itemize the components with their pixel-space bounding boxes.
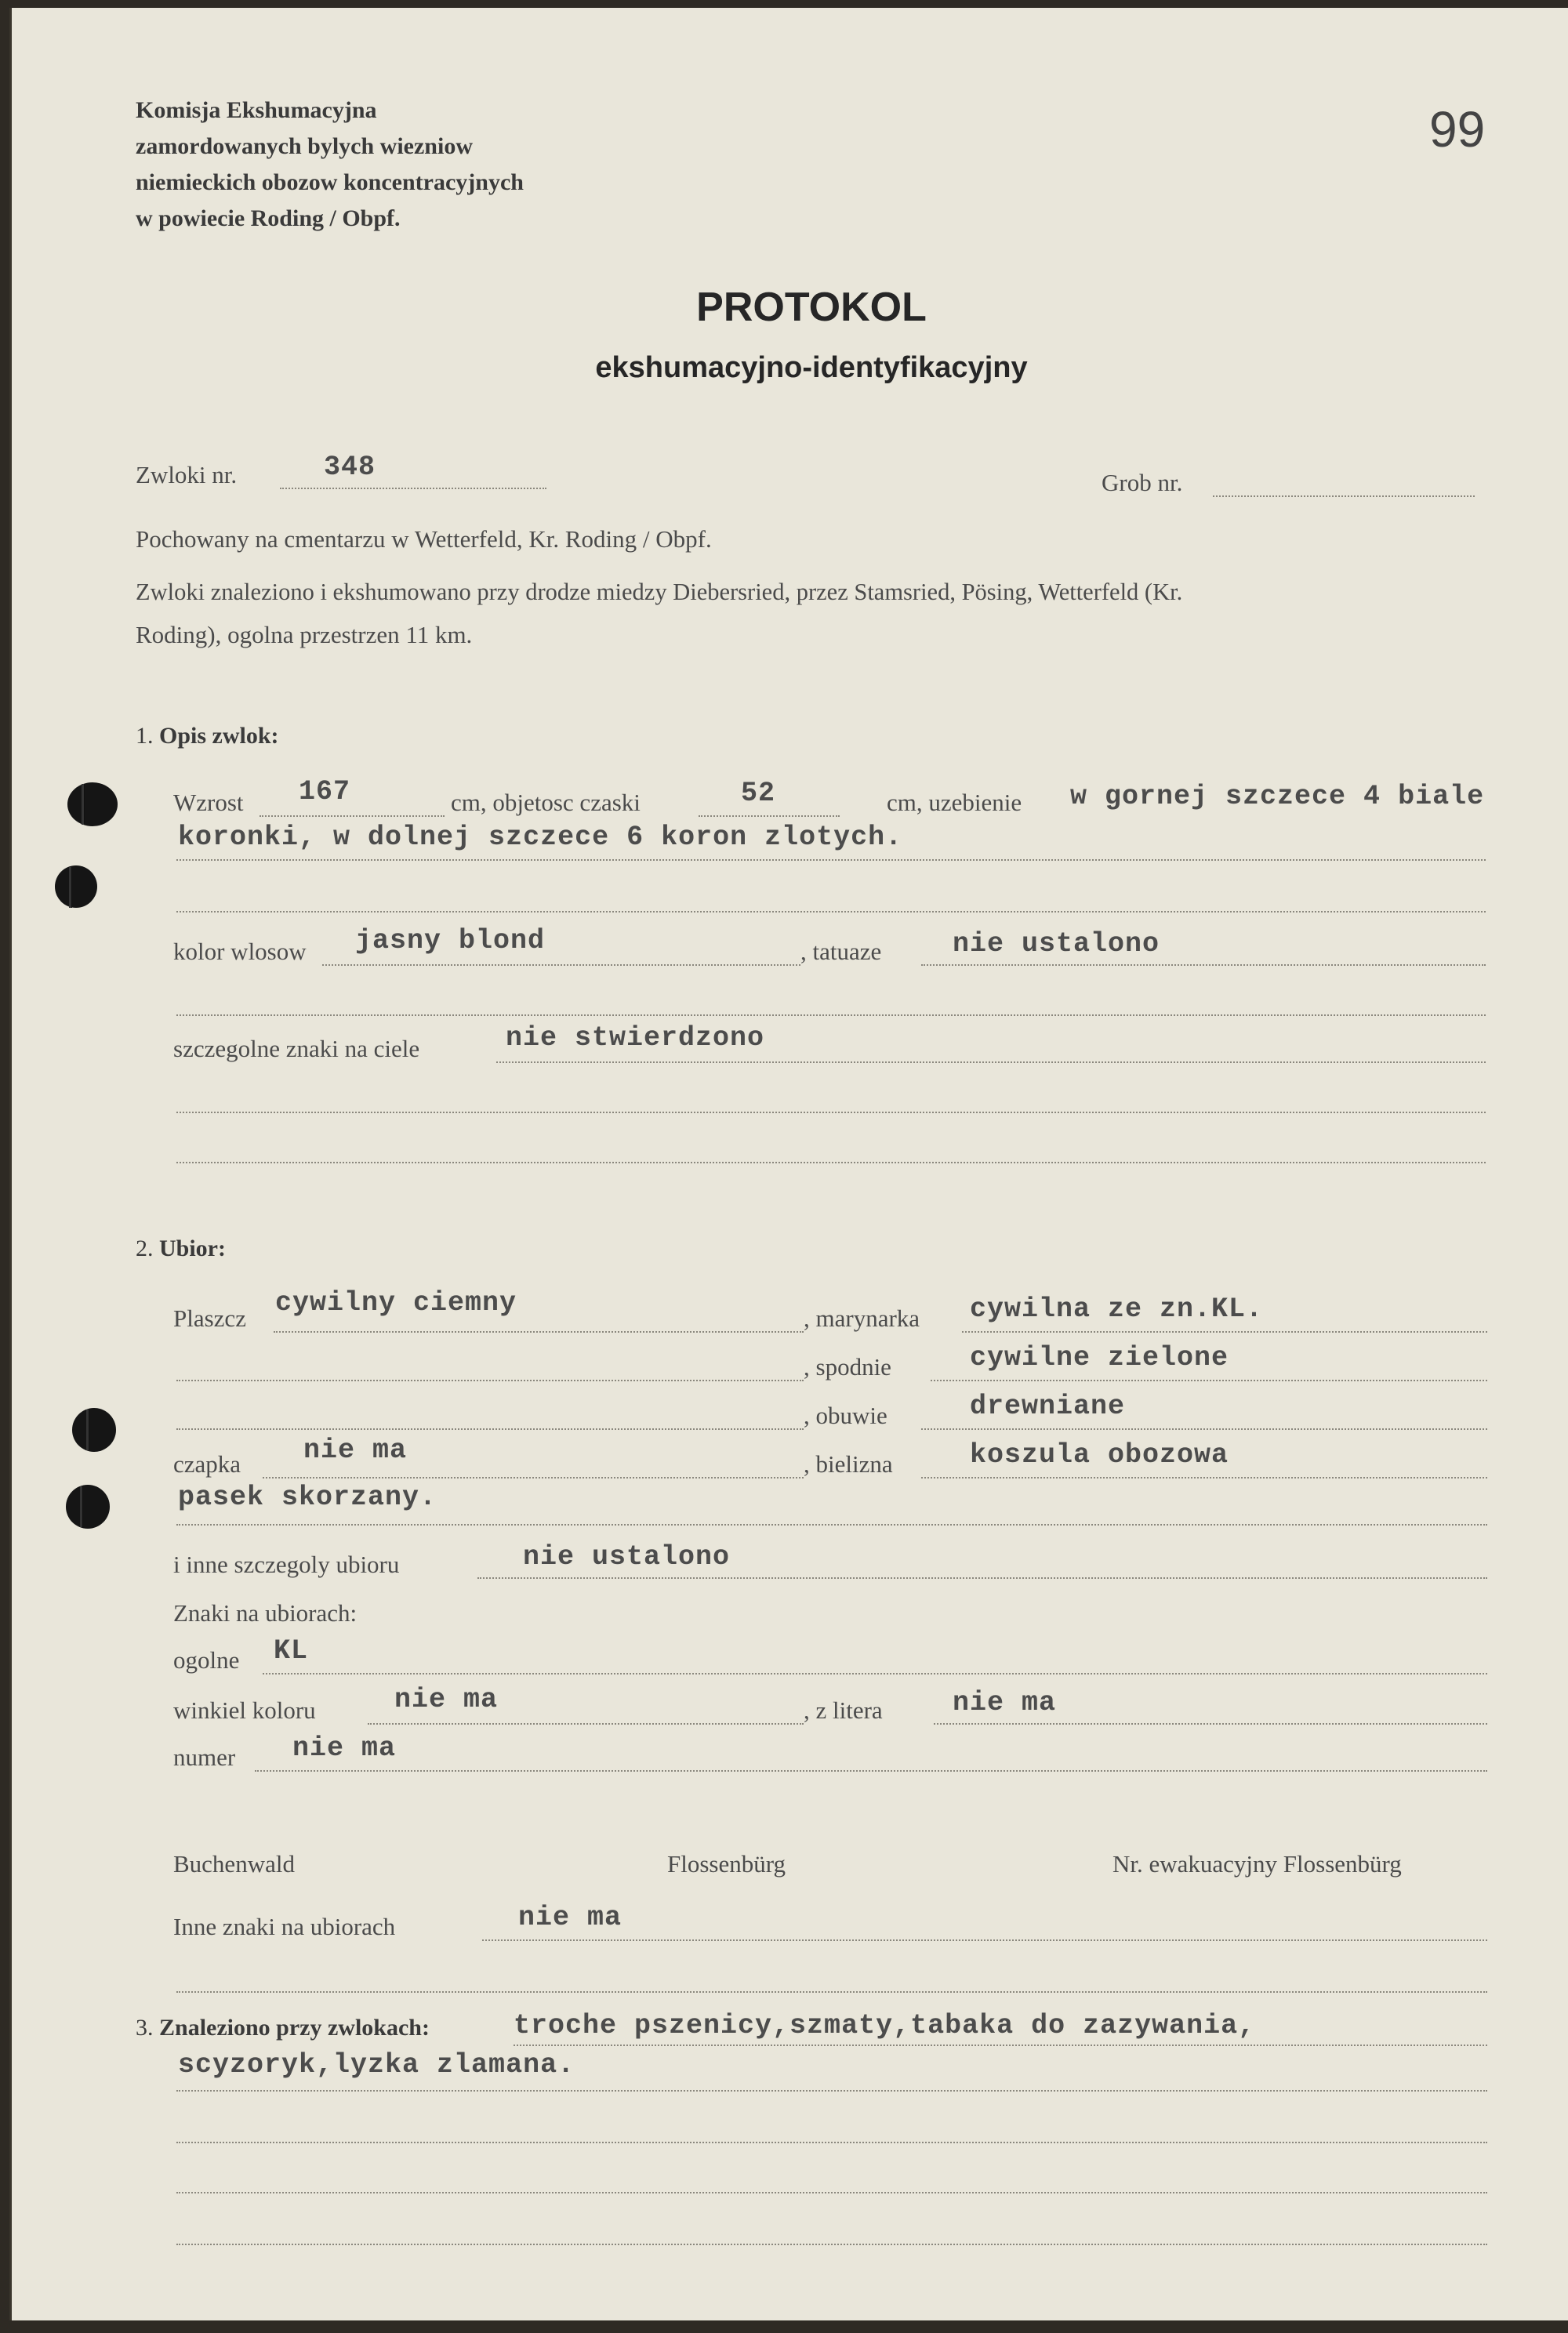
marynarka-value: cywilna ze zn.KL. (970, 1293, 1264, 1325)
document-title: PROTOKOL (696, 285, 927, 330)
inne-znaki-line-2 (176, 1991, 1487, 1993)
bielizna-label: , bielizna (804, 1450, 893, 1478)
obuwie-left-line (176, 1428, 804, 1430)
zwloki-line (280, 488, 546, 489)
section-2-heading (136, 1235, 226, 1262)
obuwie-label: , obuwie (804, 1402, 887, 1429)
buchenwald-label: Buchenwald (173, 1850, 295, 1878)
wzrost-label: Wzrost (173, 789, 244, 816)
pasek-line (176, 1524, 1487, 1526)
section-3-value-2: scyzoryk,lyzka zlamana. (178, 2049, 575, 2081)
inne-znaki-value: nie ma (518, 1902, 622, 1933)
section-3-line-3 (176, 2142, 1487, 2143)
ogolne-label: ogolne (173, 1646, 240, 1674)
plaszcz-line (274, 1331, 804, 1333)
czapka-line (263, 1477, 804, 1479)
kolor-line-2 (176, 1014, 1486, 1016)
czaska-line (699, 815, 840, 817)
marynarka-label: , marynarka (804, 1304, 920, 1332)
plaszcz-label: Plaszcz (173, 1304, 246, 1332)
uzebienie-continued: koronki, w dolnej szczece 6 koron zlotych. (178, 822, 903, 853)
czaska-value: 52 (741, 778, 776, 809)
punch-hole-3 (72, 1408, 116, 1452)
uzebienie-line-3 (176, 911, 1486, 913)
section-3-heading (136, 2015, 430, 2041)
intro-line-2: Zwloki znaleziono i ekshumowano przy drodze miedzy Diebersried, przez Stamsried, Pösing, Wetterfeld (Kr. (136, 579, 1183, 605)
section-1-heading (136, 723, 279, 749)
litera-line (934, 1723, 1487, 1725)
winkiel-label: winkiel koloru (173, 1696, 316, 1724)
ogolne-line (263, 1673, 1487, 1674)
znaki-line-3 (176, 1162, 1486, 1163)
znaki-ubior-label: Znaki na ubiorach: (173, 1599, 358, 1627)
spodnie-label: , spodnie (804, 1353, 891, 1381)
kolor-label: kolor wlosow (173, 938, 307, 965)
section-3-value-1: troche pszenicy,szmaty,tabaka do zazywania, (514, 2010, 1256, 2041)
uzebienie-value: w gornej szczece 4 biale (1070, 781, 1485, 812)
winkiel-value: nie ma (394, 1684, 499, 1715)
flossenburg-label: Flossenbürg (667, 1850, 786, 1878)
org-line-2: zamordowanych bylych wiezniow (136, 133, 473, 159)
intro-line-1: Pochowany na cmentarzu w Wetterfeld, Kr. Roding / Obpf. (136, 525, 712, 553)
inne-value: nie ustalono (523, 1541, 731, 1573)
obuwie-value: drewniane (970, 1391, 1126, 1422)
znaki-line (496, 1061, 1486, 1063)
uzebienie-label: cm, uzebienie (887, 789, 1022, 816)
tatuaze-value: nie ustalono (953, 928, 1160, 960)
numer-value: nie ma (292, 1733, 397, 1764)
inne-znaki-label: Inne znaki na ubiorach (173, 1913, 396, 1940)
section-2-number: 2. (136, 1235, 154, 1261)
punch-hole-4 (66, 1485, 110, 1529)
intro-line-3: Roding), ogolna przestrzen 11 km. (136, 621, 473, 648)
litera-label: , z litera (804, 1696, 883, 1724)
czaska-label: cm, objetosc czaski (451, 789, 641, 816)
section-1-title: Opis zwlok: (159, 723, 279, 749)
section-3-line-4 (176, 2192, 1487, 2193)
document-sheet (9, 8, 1568, 2320)
spodnie-line (931, 1380, 1487, 1381)
page-number: 99 (1429, 101, 1486, 158)
czapka-label: czapka (173, 1450, 241, 1478)
bielizna-value: koszula obozowa (970, 1439, 1229, 1471)
section-3-line-5 (176, 2244, 1487, 2245)
litera-value: nie ma (953, 1687, 1057, 1718)
grob-line (1213, 495, 1475, 497)
grob-label: Grob nr. (1102, 469, 1183, 496)
winkiel-line (368, 1723, 804, 1725)
wzrost-value: 167 (299, 776, 351, 807)
kolor-value: jasny blond (355, 925, 546, 956)
uzebienie-line-2 (176, 859, 1486, 861)
punch-hole-2 (55, 865, 97, 908)
marynarka-line (962, 1331, 1487, 1333)
numer-label: numer (173, 1743, 236, 1771)
section-1-number: 1. (136, 723, 154, 749)
spodnie-left-line (176, 1380, 804, 1381)
org-line-1: Komisja Ekshumacyjna (136, 97, 377, 123)
section-3-title: Znaleziono przy zwlokach: (159, 2015, 430, 2041)
spodnie-value: cywilne zielone (970, 1342, 1229, 1373)
tatuaze-line (921, 964, 1486, 966)
tatuaze-label: , tatuaze (800, 938, 882, 965)
section-3-line-1 (514, 2045, 1487, 2046)
inne-znaki-line (482, 1939, 1487, 1941)
bielizna-line (921, 1477, 1487, 1479)
document-subtitle: ekshumacyjno-identyfikacyjny (595, 351, 1028, 384)
obuwie-line (921, 1428, 1487, 1430)
section-3-line-2 (176, 2090, 1487, 2092)
plaszcz-value: cywilny ciemny (275, 1287, 517, 1319)
section-2-title: Ubior: (159, 1235, 226, 1261)
inne-line (477, 1577, 1487, 1579)
zwloki-label: Zwloki nr. (136, 461, 238, 488)
org-line-4: w powiecie Roding / Obpf. (136, 205, 401, 231)
zwloki-value: 348 (324, 452, 376, 483)
pasek-value: pasek skorzany. (178, 1482, 437, 1513)
inne-label: i inne szczegoly ubioru (173, 1551, 400, 1578)
section-3-number: 3. (136, 2015, 154, 2041)
ewakuacyjny-label: Nr. ewakuacyjny Flossenbürg (1112, 1850, 1402, 1878)
ogolne-value: KL (274, 1635, 309, 1667)
wzrost-line (260, 815, 445, 817)
kolor-line (322, 964, 800, 966)
znaki-label: szczegolne znaki na ciele (173, 1035, 420, 1062)
org-line-3: niemieckich obozow koncentracyjnych (136, 169, 524, 195)
numer-line (255, 1770, 1487, 1772)
punch-hole-1 (67, 782, 118, 826)
znaki-line-2 (176, 1112, 1486, 1113)
znaki-value: nie stwierdzono (506, 1022, 765, 1054)
czapka-value: nie ma (303, 1435, 408, 1466)
